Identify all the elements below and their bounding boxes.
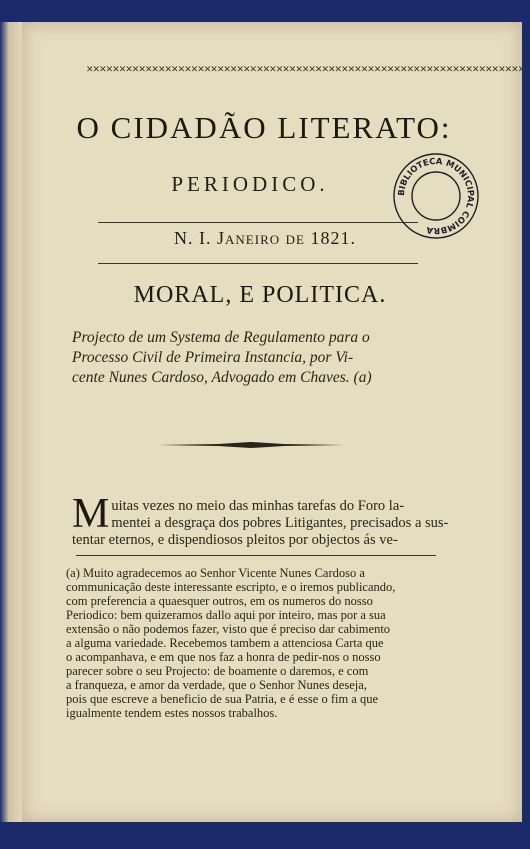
footnote-line: pois que escreve a beneficio de sua Patria, e é esse o fim a que: [66, 692, 379, 706]
issue-rule-bottom: [98, 263, 418, 264]
library-stamp: [392, 152, 480, 240]
footnote-line: a franqueza, e amor da verdade, que o Senhor Nunes deseja,: [66, 678, 367, 692]
issue-line: N. I. Janeiro de 1821.: [174, 228, 356, 248]
footnote-line: communicação deste interessante escripto, e o iremos publicando,: [66, 580, 396, 594]
footnote-line: extensão o não podemos fazer, visto que é preciso dar cabimento: [66, 622, 391, 636]
footnote-line: parecer sobre o seu Projecto: de boamente o daremos, e com: [66, 664, 369, 678]
footnote-line: com preferencia a quaesquer outros, em os numeros do nosso: [66, 594, 373, 608]
drop-cap: M: [72, 491, 110, 537]
body-line: uitas vezes no meio das minhas tarefas do Foro la-: [111, 498, 405, 514]
body-paragraph: [72, 491, 449, 549]
periodical-subtitle: PERIODICO.: [171, 172, 329, 196]
footnote-line: igualmente tendem estes nossos trabalhos.: [66, 706, 278, 720]
body-line: mentei a desgraça dos pobres Litigantes, precisados a sus-: [111, 515, 449, 531]
section-heading: MORAL, E POLITICA.: [133, 282, 387, 308]
header-ornament: ✕✕✕✕✕✕✕✕✕✕✕✕✕✕✕✕✕✕✕✕✕✕✕✕✕✕✕✕✕✕✕✕✕✕✕✕✕✕✕✕✕✕✕✕✕✕✕✕✕✕✕✕✕✕✕✕✕✕✕✕✕✕✕✕✕✕✕: [86, 64, 525, 74]
body-line: tentar eternos, e dispendiosos pleitos por objectos ás ve-: [72, 532, 398, 548]
project-line: Projecto de um Systema de Regulamento para o: [72, 329, 370, 346]
footnote-rule: [76, 555, 436, 556]
footnote: [66, 566, 446, 720]
section-divider: [158, 441, 344, 449]
periodical-title: O CIDADÃO LITERATO:: [76, 110, 452, 145]
project-line: cente Nunes Cardoso, Advogado em Chaves. (a): [72, 369, 372, 386]
stamp-text: BIBLIOTECA MUNICIPAL COIMBRA: [396, 156, 476, 236]
footnote-line: Periodico: bem quizeramos dallo aqui por inteiro, mas por a sua: [66, 608, 386, 622]
project-line: Processo Civil de Primeira Instancia, por Vi-: [72, 349, 354, 366]
footnote-line: (a) Muito agradecemos ao Senhor Vicente Nunes Cardoso a: [66, 566, 365, 580]
footnote-line: a alguma variedade. Recebemos tambem a attenciosa Carta que: [66, 636, 384, 650]
book-spine-edge: [0, 22, 22, 822]
issue-rule-top: [98, 222, 418, 223]
footnote-line: o acompanhava, e em que nos faz a honra de pedir-nos o nosso: [66, 650, 381, 664]
project-title: [72, 328, 452, 388]
